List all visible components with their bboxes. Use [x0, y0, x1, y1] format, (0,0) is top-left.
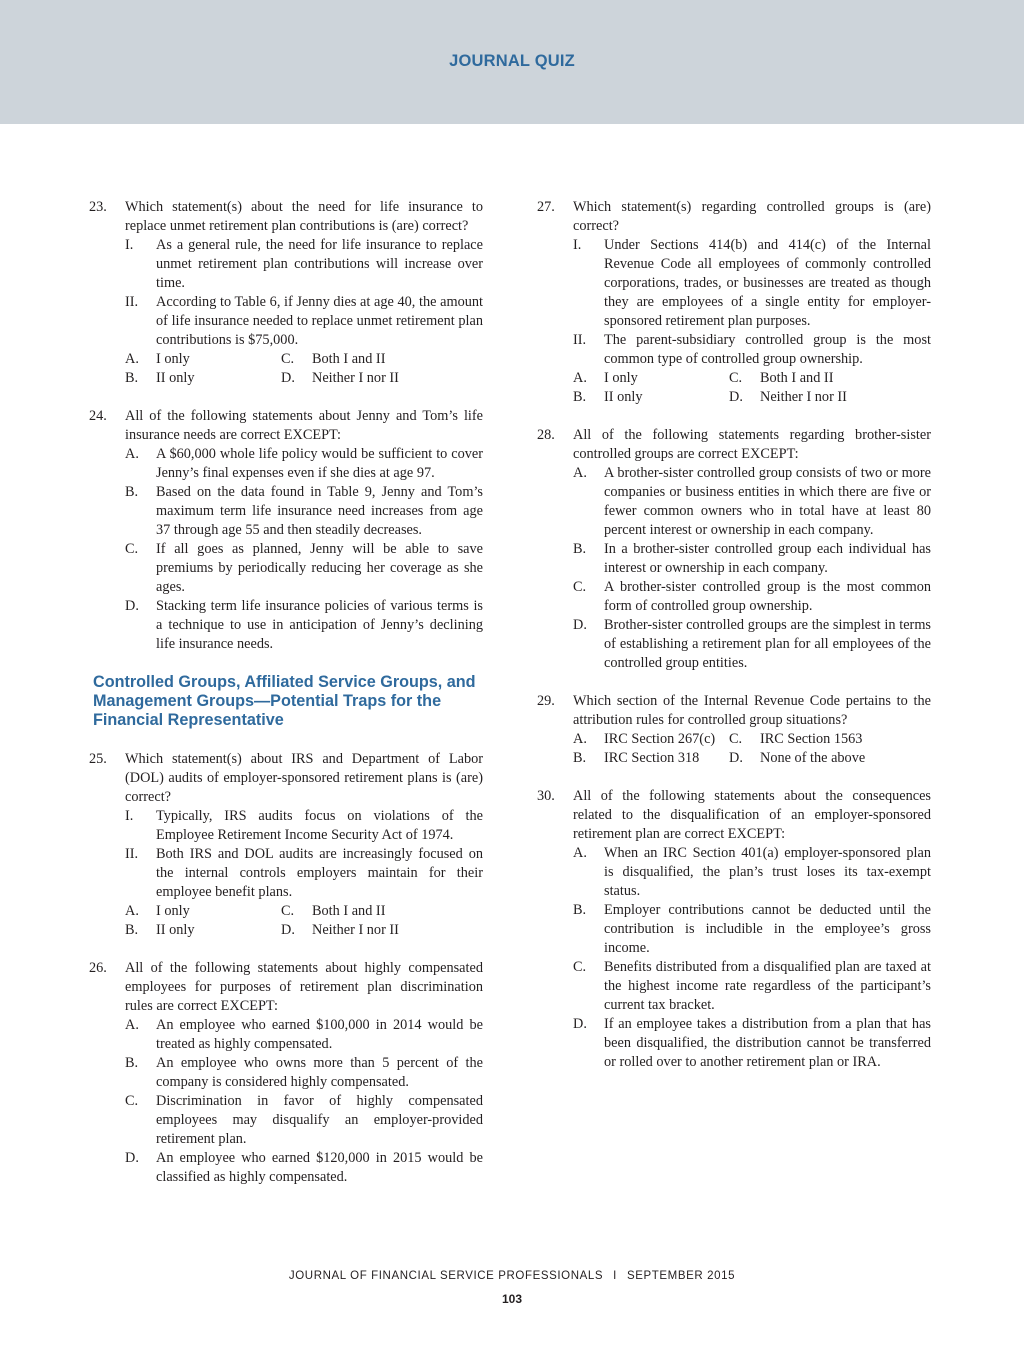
answer-option	[573, 578, 931, 616]
answer-choice	[281, 350, 437, 369]
choice-text: IRC Section 318	[604, 750, 700, 766]
question-number: 23.	[89, 199, 107, 215]
statement	[573, 236, 931, 331]
option-text: When an IRC Section 401(a) employer-sponsored plan is disqualified, the plan’s trust loses its tax-exempt status.	[604, 845, 931, 899]
option-label: A.	[573, 845, 587, 861]
question-stem: All of the following statements regarding brother-sister controlled groups are correct EXCEPT:	[573, 427, 931, 462]
answer-option	[573, 958, 931, 1015]
statement-text: Typically, IRS audits focus on violations of the Employee Retirement Income Security Act of 1974.	[156, 808, 483, 843]
answer-choice	[281, 369, 437, 388]
choice-text: I only	[604, 370, 638, 386]
choice-label: C.	[729, 731, 743, 747]
choice-label: B.	[125, 922, 139, 938]
question	[537, 198, 931, 407]
statement-label: II.	[125, 294, 139, 310]
choice-label: D.	[729, 389, 743, 405]
option-label: B.	[573, 902, 587, 918]
statement-text: The parent-subsidiary controlled group is the most common type of controlled group ownership.	[604, 332, 931, 367]
page-number: 103	[501, 1292, 523, 1306]
option-text: An employee who owns more than 5 percent of the company is considered highly compensated.	[156, 1055, 483, 1090]
choice-label: A.	[573, 731, 587, 747]
answer-choice	[729, 730, 885, 749]
answer-choice	[281, 902, 437, 921]
option-text: A brother-sister controlled group is the most common form of controlled group ownership.	[604, 579, 931, 614]
option-label: D.	[573, 1016, 587, 1032]
option-label: C.	[573, 579, 587, 595]
answer-option	[125, 1054, 483, 1092]
choice-text: II only	[604, 389, 643, 405]
footer-separator: I	[613, 1270, 617, 1282]
answer-choice	[573, 369, 729, 388]
footer-issue: SEPTEMBER 2015	[626, 1270, 736, 1282]
question	[89, 959, 483, 1187]
question-number: 30.	[537, 788, 555, 804]
answer-choice	[125, 369, 281, 388]
statement-text: As a general rule, the need for life insurance to replace unmet retirement plan contributions will increase over time.	[156, 237, 483, 291]
answer-option	[573, 844, 931, 901]
option-label: C.	[125, 1093, 139, 1109]
answer-choice	[573, 730, 729, 749]
answer-option	[125, 1149, 483, 1187]
choice-text: Neither I nor II	[312, 370, 399, 386]
answer-choice-row	[125, 350, 483, 369]
option-text: Stacking term life insurance policies of various terms is a technique to use in anticipation of Jenny’s declining life insurance needs.	[156, 598, 483, 652]
right-column	[537, 198, 931, 1091]
answer-option	[573, 464, 931, 540]
choice-label: A.	[125, 903, 139, 919]
choice-text: II only	[156, 922, 195, 938]
question	[537, 426, 931, 673]
choice-label: A.	[573, 370, 587, 386]
answer-choice-row	[125, 369, 483, 388]
choice-text: I only	[156, 351, 190, 367]
answer-option	[125, 1016, 483, 1054]
option-label: B.	[125, 484, 139, 500]
option-label: B.	[125, 1055, 139, 1071]
option-label: A.	[125, 446, 139, 462]
question-number: 25.	[89, 751, 107, 767]
choice-label: B.	[573, 389, 587, 405]
question-stem: Which statement(s) about the need for life insurance to replace unmet retirement plan contributions is (are) correct?	[125, 199, 483, 234]
statement-label: I.	[125, 237, 134, 253]
footer	[0, 1270, 1024, 1282]
question	[537, 692, 931, 768]
option-text: In a brother-sister controlled group each individual has interest or ownership in each company.	[604, 541, 931, 576]
answer-choice	[281, 921, 437, 940]
left-column	[89, 198, 483, 1206]
answer-option	[573, 540, 931, 578]
answer-choice	[573, 388, 729, 407]
answer-option	[125, 483, 483, 540]
option-text: If an employee takes a distribution from a plan that has been disqualified, the distribution cannot be transferred or rolled over to another retirement plan or IRA.	[604, 1016, 931, 1070]
answer-choice	[573, 749, 729, 768]
option-label: D.	[125, 1150, 139, 1166]
answer-choice	[729, 369, 885, 388]
statement	[125, 236, 483, 293]
statement-label: II.	[125, 846, 139, 862]
question	[89, 750, 483, 940]
statement	[125, 293, 483, 350]
answer-choice	[125, 921, 281, 940]
answer-choice-row	[125, 921, 483, 940]
question-stem: Which statement(s) about IRS and Department of Labor (DOL) audits of employer-sponsored retirement plans is (are) correct?	[125, 751, 483, 805]
footer-publication: JOURNAL OF FINANCIAL SERVICE PROFESSIONALS	[288, 1270, 604, 1282]
choice-label: D.	[281, 370, 295, 386]
option-label: D.	[573, 617, 587, 633]
choice-text: IRC Section 267(c)	[604, 731, 716, 747]
question-number: 27.	[537, 199, 555, 215]
choice-text: Both I and II	[312, 351, 386, 367]
answer-option	[125, 445, 483, 483]
option-label: C.	[573, 959, 587, 975]
answer-option	[125, 540, 483, 597]
answer-choice	[729, 749, 885, 768]
statement-label: I.	[125, 808, 134, 824]
answer-choice-row	[573, 388, 931, 407]
statement-text: Under Sections 414(b) and 414(c) of the Internal Revenue Code all employees of commonly controlled corporations, trades, or businesses are treated as though they are employees of a single entity for employer-sponsored retirement plan purposes.	[604, 237, 931, 329]
answer-choice	[125, 902, 281, 921]
page-header-title: JOURNAL QUIZ	[449, 52, 575, 70]
choice-label: C.	[729, 370, 743, 386]
answer-option	[573, 616, 931, 673]
question	[89, 198, 483, 388]
statement	[125, 807, 483, 845]
answer-option	[125, 1092, 483, 1149]
answer-option	[125, 597, 483, 654]
option-text: An employee who earned $120,000 in 2015 would be classified as highly compensated.	[156, 1150, 483, 1185]
choice-label: B.	[125, 370, 139, 386]
question-number: 26.	[89, 960, 107, 976]
choice-text: Neither I nor II	[760, 389, 847, 405]
answer-choice-row	[573, 369, 931, 388]
option-text: A brother-sister controlled group consists of two or more companies or business entities in which there are five or fewer common owners who in total have at least 80 percent interest or ownership in each company.	[604, 465, 931, 538]
choice-text: Both I and II	[760, 370, 834, 386]
option-text: Based on the data found in Table 9, Jenny and Tom’s maximum term life insurance need increases from age 37 through age 55 and then steadily decreases.	[156, 484, 483, 538]
option-text: Discrimination in favor of highly compensated employees may disqualify an employer-provided retirement plan.	[156, 1093, 483, 1147]
answer-choice-row	[573, 749, 931, 768]
option-text: Benefits distributed from a disqualified plan are taxed at the highest income rate regardless of the participant’s current tax bracket.	[604, 959, 931, 1013]
choice-text: Both I and II	[312, 903, 386, 919]
choice-label: A.	[125, 351, 139, 367]
question-number: 29.	[537, 693, 555, 709]
question	[89, 407, 483, 654]
option-text: Employer contributions cannot be deducted until the contribution is includible in the employee’s gross income.	[604, 902, 931, 956]
choice-label: D.	[281, 922, 295, 938]
choice-label: D.	[729, 750, 743, 766]
right-questions	[537, 198, 931, 1072]
statement-text: According to Table 6, if Jenny dies at age 40, the amount of life insurance needed to replace unmet retirement plan contributions is $75,000.	[156, 294, 483, 348]
option-label: A.	[125, 1017, 139, 1033]
choice-text: IRC Section 1563	[760, 731, 863, 747]
statement-text: Both IRS and DOL audits are increasingly focused on the internal controls employers maintain for their employee benefit plans.	[156, 846, 483, 900]
option-text: If all goes as planned, Jenny will be able to save premiums by periodically reducing her coverage as she ages.	[156, 541, 483, 595]
statement-label: II.	[573, 332, 587, 348]
answer-choice	[729, 388, 885, 407]
statement	[125, 845, 483, 902]
option-text: A $60,000 whole life policy would be sufficient to cover Jenny’s final expenses even if she dies at age 97.	[156, 446, 483, 481]
question-number: 24.	[89, 408, 107, 424]
option-label: D.	[125, 598, 139, 614]
section-heading: Controlled Groups, Affiliated Service Groups, and Management Groups—Potential Traps for the Financial Representative	[93, 673, 476, 729]
question-stem: Which statement(s) regarding controlled groups is (are) correct?	[573, 199, 931, 234]
option-label: B.	[573, 541, 587, 557]
choice-label: B.	[573, 750, 587, 766]
option-text: Brother-sister controlled groups are the simplest in terms of establishing a retirement plan for all employees of the controlled group entities.	[604, 617, 931, 671]
left-questions-before	[89, 198, 483, 654]
answer-option	[573, 1015, 931, 1072]
left-questions-after	[89, 750, 483, 1187]
answer-option	[573, 901, 931, 958]
choice-label: C.	[281, 351, 295, 367]
answer-choice	[125, 350, 281, 369]
question-stem: All of the following statements about the consequences related to the disqualification of an employer-sponsored retirement plan are correct EXCEPT:	[573, 788, 931, 842]
question-number: 28.	[537, 427, 555, 443]
choice-text: I only	[156, 903, 190, 919]
question	[537, 787, 931, 1072]
answer-choice-row	[573, 730, 931, 749]
option-label: A.	[573, 465, 587, 481]
choice-text: Neither I nor II	[312, 922, 399, 938]
question-stem: All of the following statements about Jenny and Tom’s life insurance needs are correct EXCEPT:	[125, 408, 483, 443]
option-text: An employee who earned $100,000 in 2014 would be treated as highly compensated.	[156, 1017, 483, 1052]
question-stem: Which section of the Internal Revenue Code pertains to the attribution rules for controlled group situations?	[573, 693, 931, 728]
statement	[573, 331, 931, 369]
choice-text: II only	[156, 370, 195, 386]
option-label: C.	[125, 541, 139, 557]
choice-label: C.	[281, 903, 295, 919]
question-stem: All of the following statements about highly compensated employees for purposes of retirement plan discrimination rules are correct EXCEPT:	[125, 960, 483, 1014]
statement-label: I.	[573, 237, 582, 253]
answer-choice-row	[125, 902, 483, 921]
choice-text: None of the above	[760, 750, 866, 766]
